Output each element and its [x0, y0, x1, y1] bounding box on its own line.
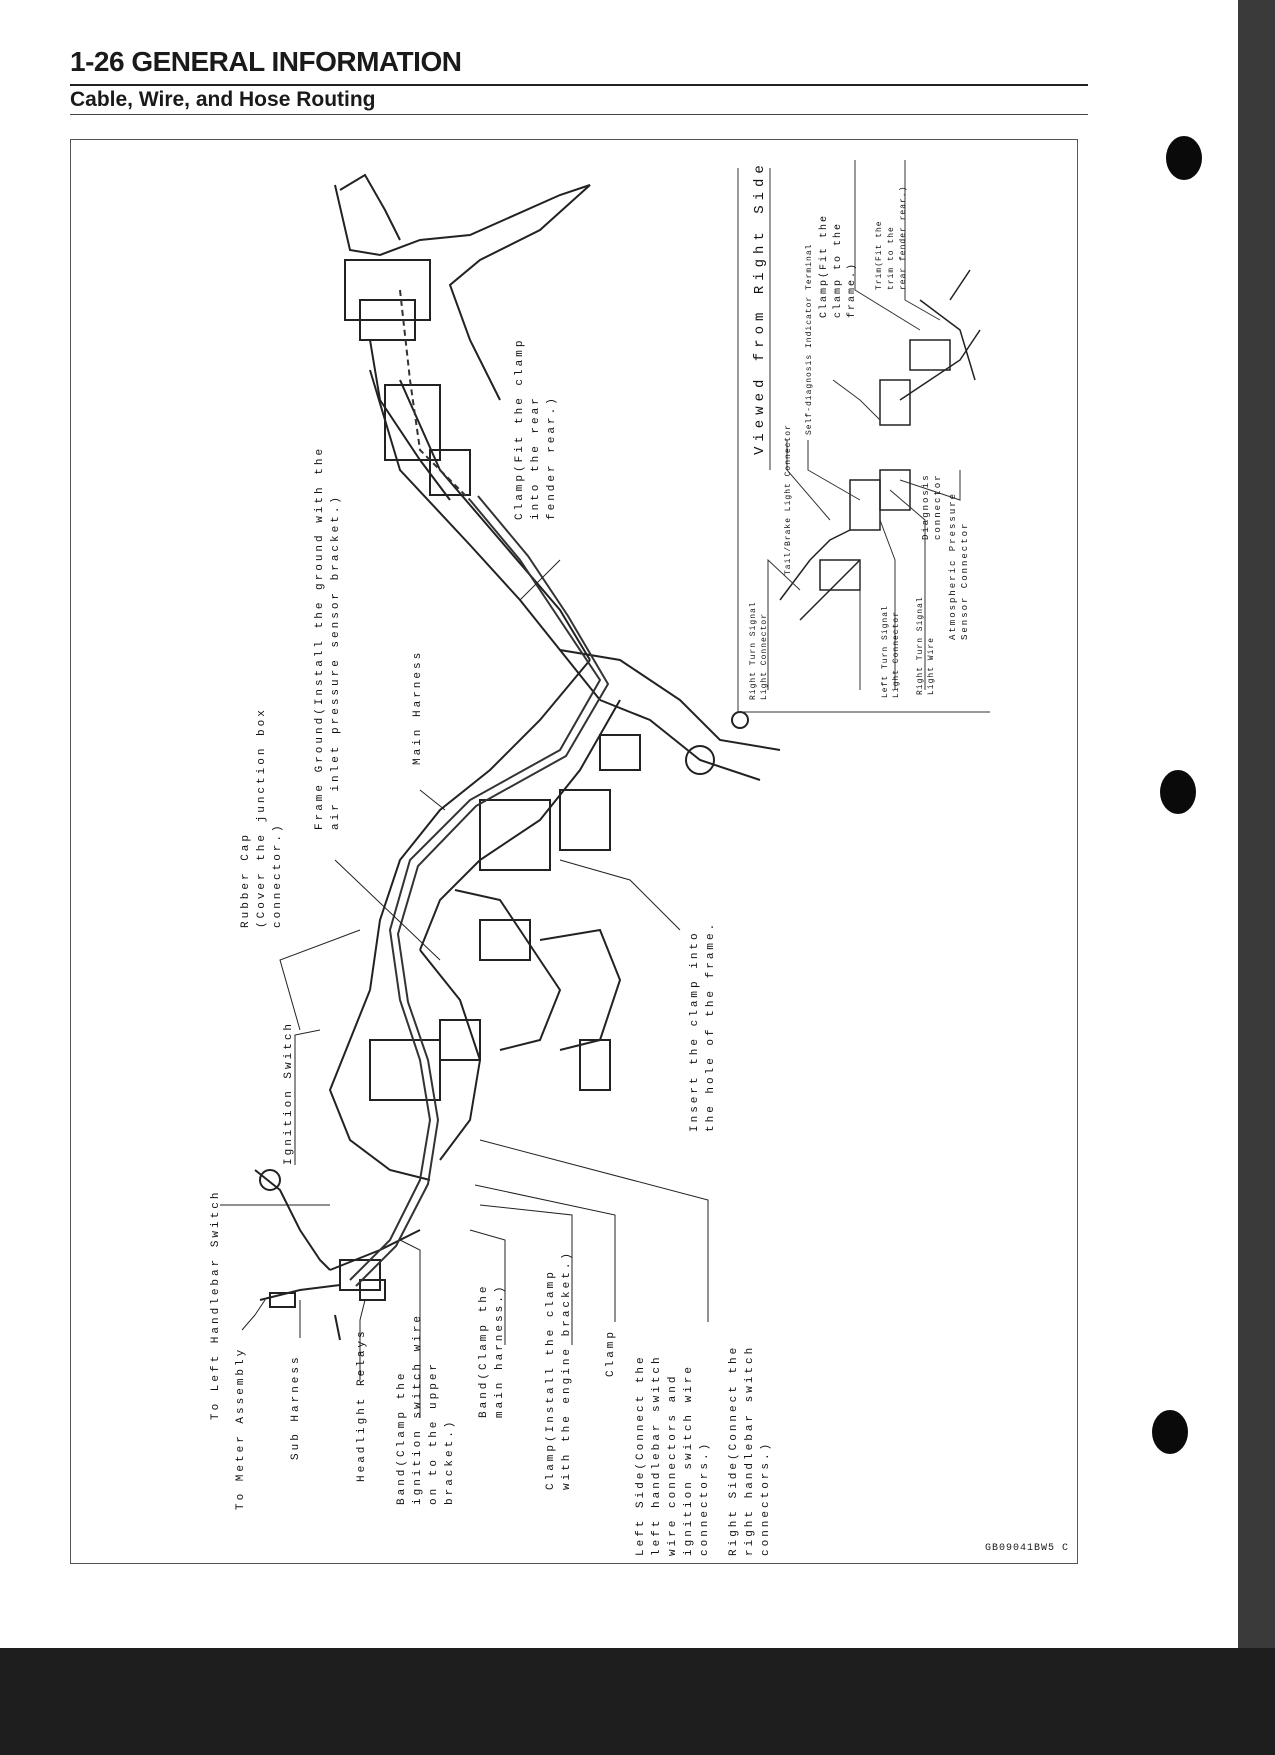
svg-text:connector.): connector.) [272, 822, 284, 928]
label-left-handlebar-switch: To Left Handlebar Switch [210, 1189, 222, 1420]
svg-text:frame.): frame.) [847, 261, 858, 318]
svg-text:with the engine bracket.): with the engine bracket.) [561, 1249, 573, 1490]
svg-text:Left Turn Signal: Left Turn Signal [881, 605, 890, 698]
svg-text:trim to the: trim to the [887, 226, 896, 290]
svg-text:Right Turn Signal: Right Turn Signal [749, 601, 758, 700]
label-atmospheric-sensor [948, 492, 970, 640]
svg-text:main harness.): main harness.) [494, 1283, 506, 1418]
svg-text:Clamp(Fit the clamp: Clamp(Fit the clamp [514, 337, 526, 520]
label-headlight-relays: Headlight Relays [356, 1328, 368, 1482]
label-meter-assembly: To Meter Assembly [235, 1346, 247, 1510]
label-diagnosis-connector [921, 473, 943, 540]
label-frame-ground [314, 446, 342, 830]
label-clamp-engine [545, 1250, 573, 1490]
svg-text:Rubber Cap: Rubber Cap [240, 831, 252, 928]
svg-text:Atmospheric Pressure: Atmospheric Pressure [948, 491, 958, 640]
label-sub-harness: Sub Harness [290, 1354, 302, 1460]
svg-text:rear fender rear.): rear fender rear.) [899, 185, 908, 290]
leader-lines [220, 560, 708, 1418]
svg-text:air inlet pressure sensor brac: air inlet pressure sensor bracket.) [330, 493, 342, 830]
svg-text:wire connectors and: wire connectors and [667, 1373, 679, 1556]
label-right-turn-connector [749, 601, 769, 700]
svg-text:(Cover the junction box: (Cover the junction box [256, 707, 268, 928]
svg-text:Light Wire: Light Wire [927, 636, 936, 695]
svg-text:right handlebar switch: right handlebar switch [744, 1344, 756, 1556]
label-right-side [728, 1345, 772, 1556]
label-clamp-frame [818, 214, 858, 318]
label-clamp: Clamp [605, 1328, 617, 1377]
label-rubber-cap [240, 707, 284, 928]
label-left-side [635, 1354, 711, 1556]
label-band-ignition [396, 1313, 456, 1505]
svg-text:Diagnosis: Diagnosis [921, 473, 931, 540]
main-harness-line [350, 290, 608, 1286]
svg-text:Band(Clamp the: Band(Clamp the [478, 1283, 490, 1418]
label-main-harness: Main Harness [412, 649, 424, 765]
svg-text:clamp to the: clamp to the [833, 221, 844, 318]
inset-title: Viewed from Right Side [752, 160, 768, 455]
svg-text:ignition switch wire: ignition switch wire [683, 1363, 695, 1556]
label-insert-clamp [689, 921, 717, 1132]
svg-text:Right Side(Connect the: Right Side(Connect the [728, 1344, 740, 1556]
svg-text:left handlebar switch: left handlebar switch [651, 1354, 663, 1556]
svg-text:Frame Ground(Install the groun: Frame Ground(Install the ground with the [314, 445, 326, 830]
svg-text:Light Connector: Light Connector [760, 612, 769, 700]
page-title: 1-26 GENERAL INFORMATION [70, 46, 462, 77]
label-clamp-rear [514, 338, 558, 520]
svg-text:the hole of the frame.: the hole of the frame. [705, 920, 717, 1132]
svg-text:Left Side(Connect the: Left Side(Connect the [635, 1354, 647, 1556]
label-ignition-switch: Ignition Switch [283, 1020, 295, 1165]
svg-text:Sensor Connector: Sensor Connector [960, 521, 970, 640]
label-self-diagnosis-terminal: Self-diagnosis Indicator Terminal [805, 243, 814, 435]
section-title: Cable, Wire, and Hose Routing [70, 88, 376, 111]
svg-text:Trim(Fit the: Trim(Fit the [875, 220, 884, 290]
svg-text:Light Connector: Light Connector [892, 610, 901, 698]
svg-text:fender rear.): fender rear.) [546, 395, 558, 520]
label-trim [875, 186, 908, 290]
svg-text:Band(Clamp the: Band(Clamp the [396, 1370, 408, 1505]
label-right-turn-wire [916, 596, 936, 695]
svg-text:connectors.): connectors.) [760, 1440, 772, 1556]
figure-code: GB09041BW5 C [985, 1543, 1070, 1554]
svg-text:bracket.): bracket.) [444, 1418, 456, 1505]
label-left-turn-connector [881, 605, 901, 698]
svg-text:Clamp(Fit the: Clamp(Fit the [819, 213, 830, 318]
svg-text:Insert the clamp into: Insert the clamp into [689, 930, 701, 1132]
svg-text:connector: connector [933, 473, 943, 540]
svg-text:ignition switch wire: ignition switch wire [412, 1312, 424, 1505]
svg-text:Clamp(Install the clamp: Clamp(Install the clamp [545, 1269, 557, 1490]
svg-text:on to the upper: on to the upper [428, 1360, 440, 1505]
svg-text:into the rear: into the rear [530, 395, 542, 520]
label-tail-brake-connector: Tail/Brake Light Connector [784, 424, 793, 575]
label-band-main [478, 1284, 506, 1418]
svg-text:connectors.): connectors.) [699, 1440, 711, 1556]
svg-text:Right Turn Signal: Right Turn Signal [916, 596, 925, 695]
